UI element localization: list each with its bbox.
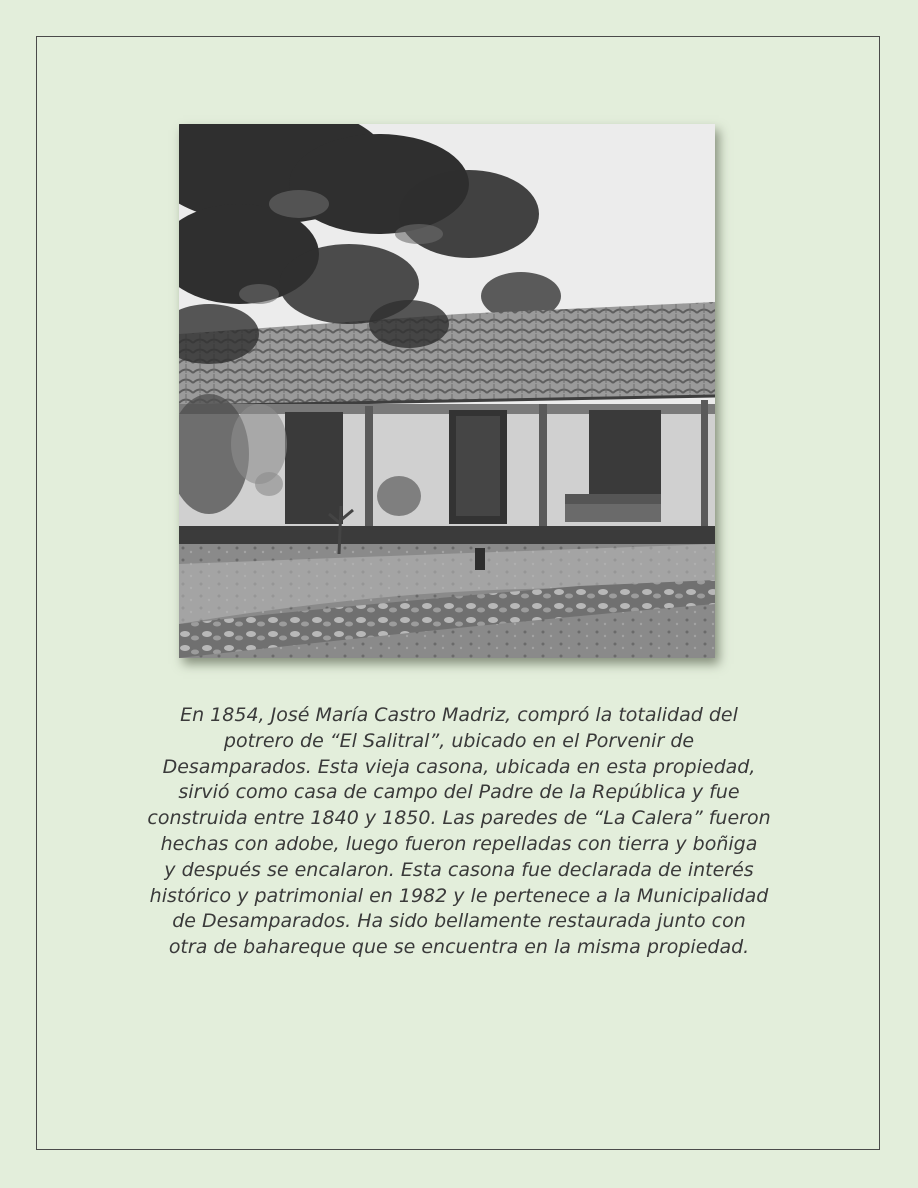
caption-line: construida entre 1840 y 1850. Las paredes de “La Calera” fueron [147, 807, 771, 830]
caption-line: otra de bahareque que se encuentra en la misma propiedad. [168, 936, 750, 959]
caption-line: potrero de “El Salitral”, ubicado en el Porvenir de [223, 729, 695, 752]
caption-line: Desamparados. Esta vieja casona, ubicada en esta propiedad, [162, 755, 756, 778]
caption-line: En 1854, José María Castro Madriz, compró la totalidad del [180, 704, 738, 726]
caption-line: y después se encalaron. Esta casona fue declarada de interés [164, 858, 754, 881]
caption-line: de Desamparados. Ha sido bellamente restaurada junto con [172, 910, 746, 933]
caption-line: hechas con adobe, luego fueron repelladas con tierra y boñiga [160, 832, 758, 855]
caption-text [124, 703, 794, 961]
caption-line: sirvió como casa de campo del Padre de la República y fue [178, 781, 740, 804]
house-photo [179, 124, 715, 658]
caption-line: histórico y patrimonial en 1982 y le pertenece a la Municipalidad [149, 884, 769, 907]
